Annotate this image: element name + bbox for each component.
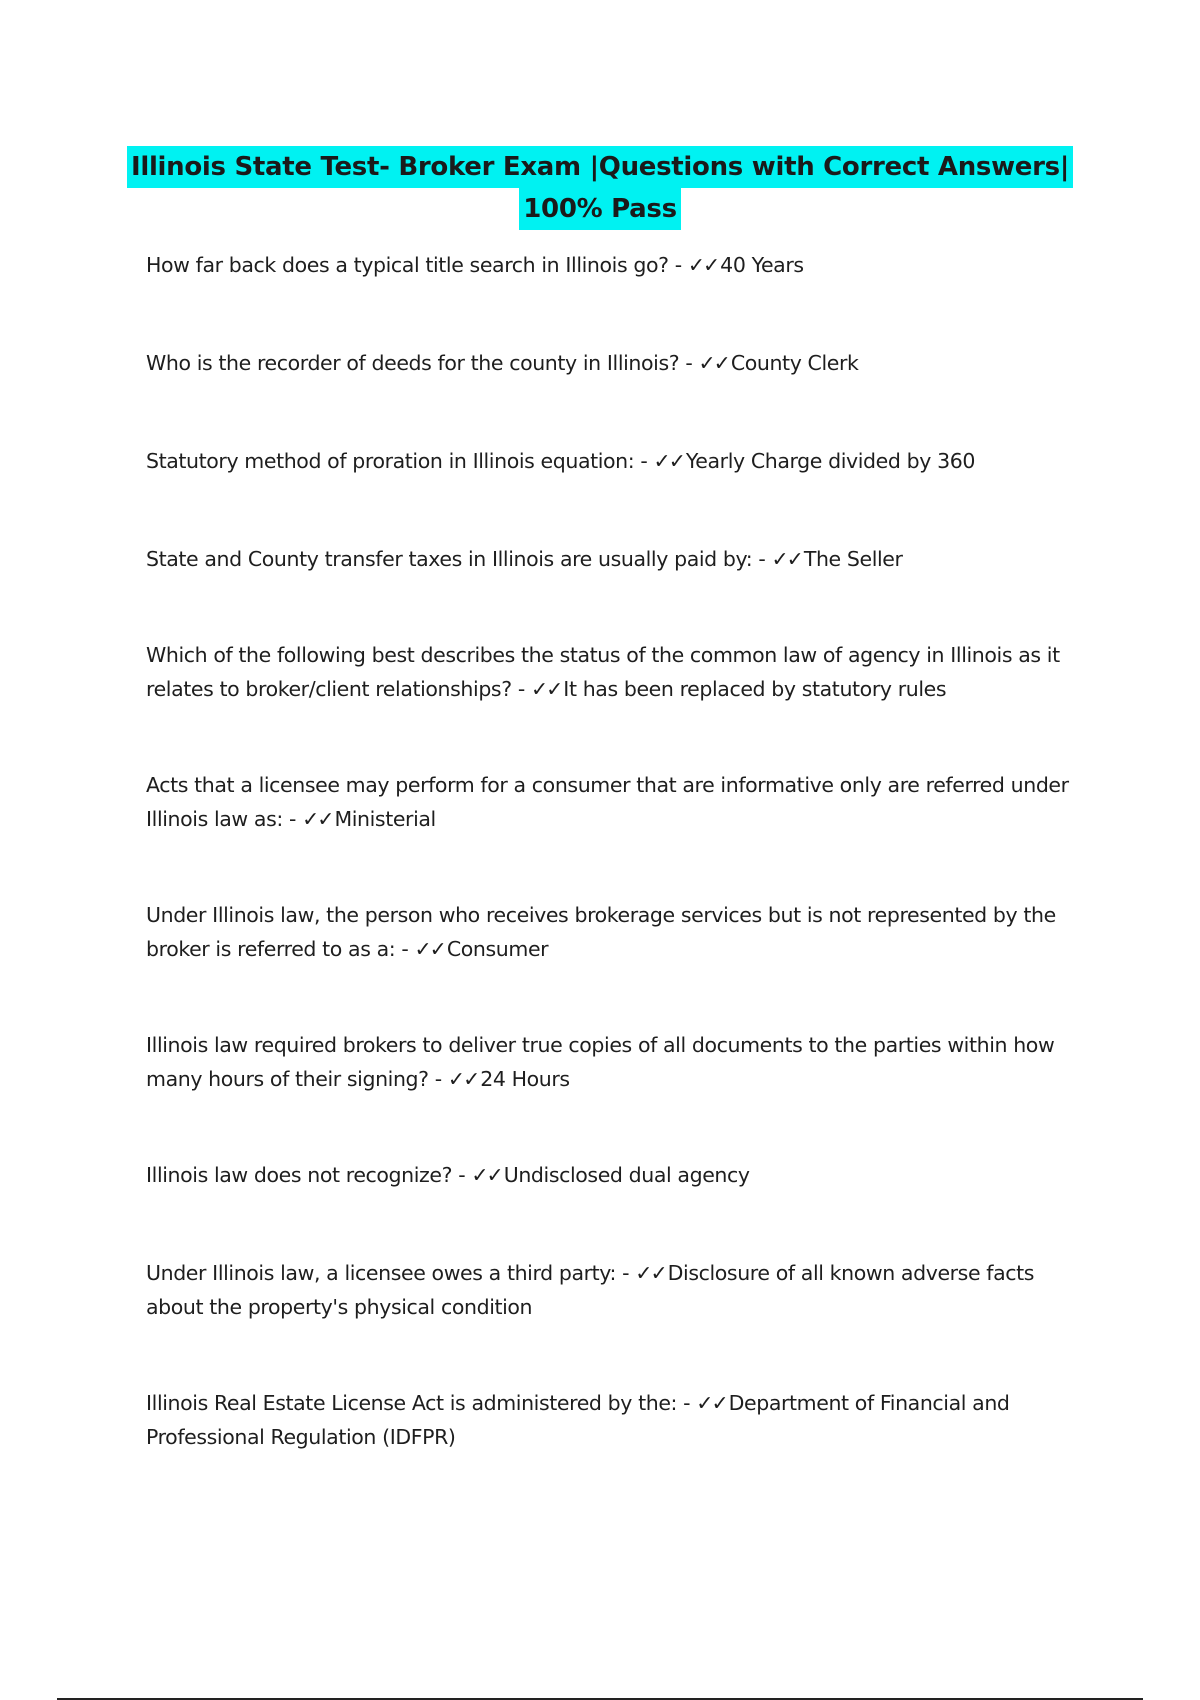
- question-text: Illinois law does not recognize?: [146, 1163, 453, 1187]
- double-check-icon: ✓✓: [771, 547, 802, 571]
- question-text: Statutory method of proration in Illinois equation:: [146, 449, 635, 473]
- question-text: Which of the following best describes the status of the common law of agency in Illinois as it relates to broker/client relationships?: [146, 643, 1060, 701]
- answer-text: County Clerk: [730, 351, 859, 375]
- answer-text: 40 Years: [720, 253, 804, 277]
- question-text: How far back does a typical title search in Illinois go?: [146, 253, 669, 277]
- answer-text: The Seller: [803, 547, 903, 571]
- qa-list: [146, 248, 1076, 1454]
- double-check-icon: ✓✓: [635, 1261, 666, 1285]
- answer-text: Consumer: [446, 937, 549, 961]
- question-text: State and County transfer taxes in Illinois are usually paid by:: [146, 547, 753, 571]
- separator: -: [395, 937, 415, 961]
- double-check-icon: ✓✓: [414, 937, 445, 961]
- double-check-icon: ✓✓: [696, 1391, 727, 1415]
- answer-text: Disclosure of all known adverse facts about the property's physical condition: [146, 1261, 1035, 1319]
- answer-text: Undisclosed dual agency: [503, 1163, 750, 1187]
- separator: -: [634, 449, 654, 473]
- qa-item: [146, 638, 1076, 706]
- answer-text: Department of Financial and Professional Regulation (IDFPR): [146, 1391, 1010, 1449]
- double-check-icon: ✓✓: [471, 1163, 502, 1187]
- question-text: Acts that a licensee may perform for a consumer that are informative only are referred under Illinois law as:: [146, 773, 1069, 831]
- answer-text: Yearly Charge divided by 360: [685, 449, 975, 473]
- qa-item: [146, 1256, 1076, 1324]
- separator: -: [668, 253, 688, 277]
- double-check-icon: ✓✓: [530, 677, 562, 701]
- qa-item: [146, 1028, 1076, 1096]
- separator: -: [616, 1261, 636, 1285]
- qa-item: [146, 248, 1076, 282]
- title-line-1: Illinois State Test- Broker Exam |Questions with Correct Answers|: [127, 146, 1073, 188]
- double-check-icon: ✓✓: [447, 1067, 479, 1091]
- qa-item: [146, 444, 1076, 478]
- answer-text: 24 Hours: [480, 1067, 570, 1091]
- separator: -: [679, 351, 699, 375]
- separator: -: [428, 1067, 448, 1091]
- answer-text: It has been replaced by statutory rules: [563, 677, 947, 701]
- answer-text: Ministerial: [334, 807, 436, 831]
- question-text: Who is the recorder of deeds for the county in Illinois?: [146, 351, 680, 375]
- separator: -: [677, 1391, 697, 1415]
- qa-item: [146, 346, 1076, 380]
- document-title: [0, 146, 1200, 230]
- separator: -: [282, 807, 303, 831]
- qa-item: [146, 898, 1076, 966]
- title-line-2: 100% Pass: [519, 188, 681, 230]
- double-check-icon: ✓✓: [302, 807, 333, 831]
- separator: -: [752, 547, 772, 571]
- question-text: Under Illinois law, a licensee owes a third party:: [146, 1261, 617, 1285]
- qa-item: [146, 542, 1076, 576]
- question-text: Under Illinois law, the person who receives brokerage services but is not represented by the broker is referred to as a:: [146, 903, 1056, 961]
- qa-item: [146, 1386, 1076, 1454]
- separator: -: [452, 1163, 472, 1187]
- separator: -: [511, 677, 531, 701]
- question-text: Illinois law required brokers to deliver true copies of all documents to the parties within how many hours of their signing?: [146, 1033, 1055, 1091]
- question-text: Illinois Real Estate License Act is administered by the:: [146, 1391, 678, 1415]
- double-check-icon: ✓✓: [698, 351, 729, 375]
- double-check-icon: ✓✓: [653, 449, 684, 473]
- qa-item: [146, 768, 1076, 836]
- qa-item: [146, 1158, 1076, 1192]
- double-check-icon: ✓✓: [687, 253, 719, 277]
